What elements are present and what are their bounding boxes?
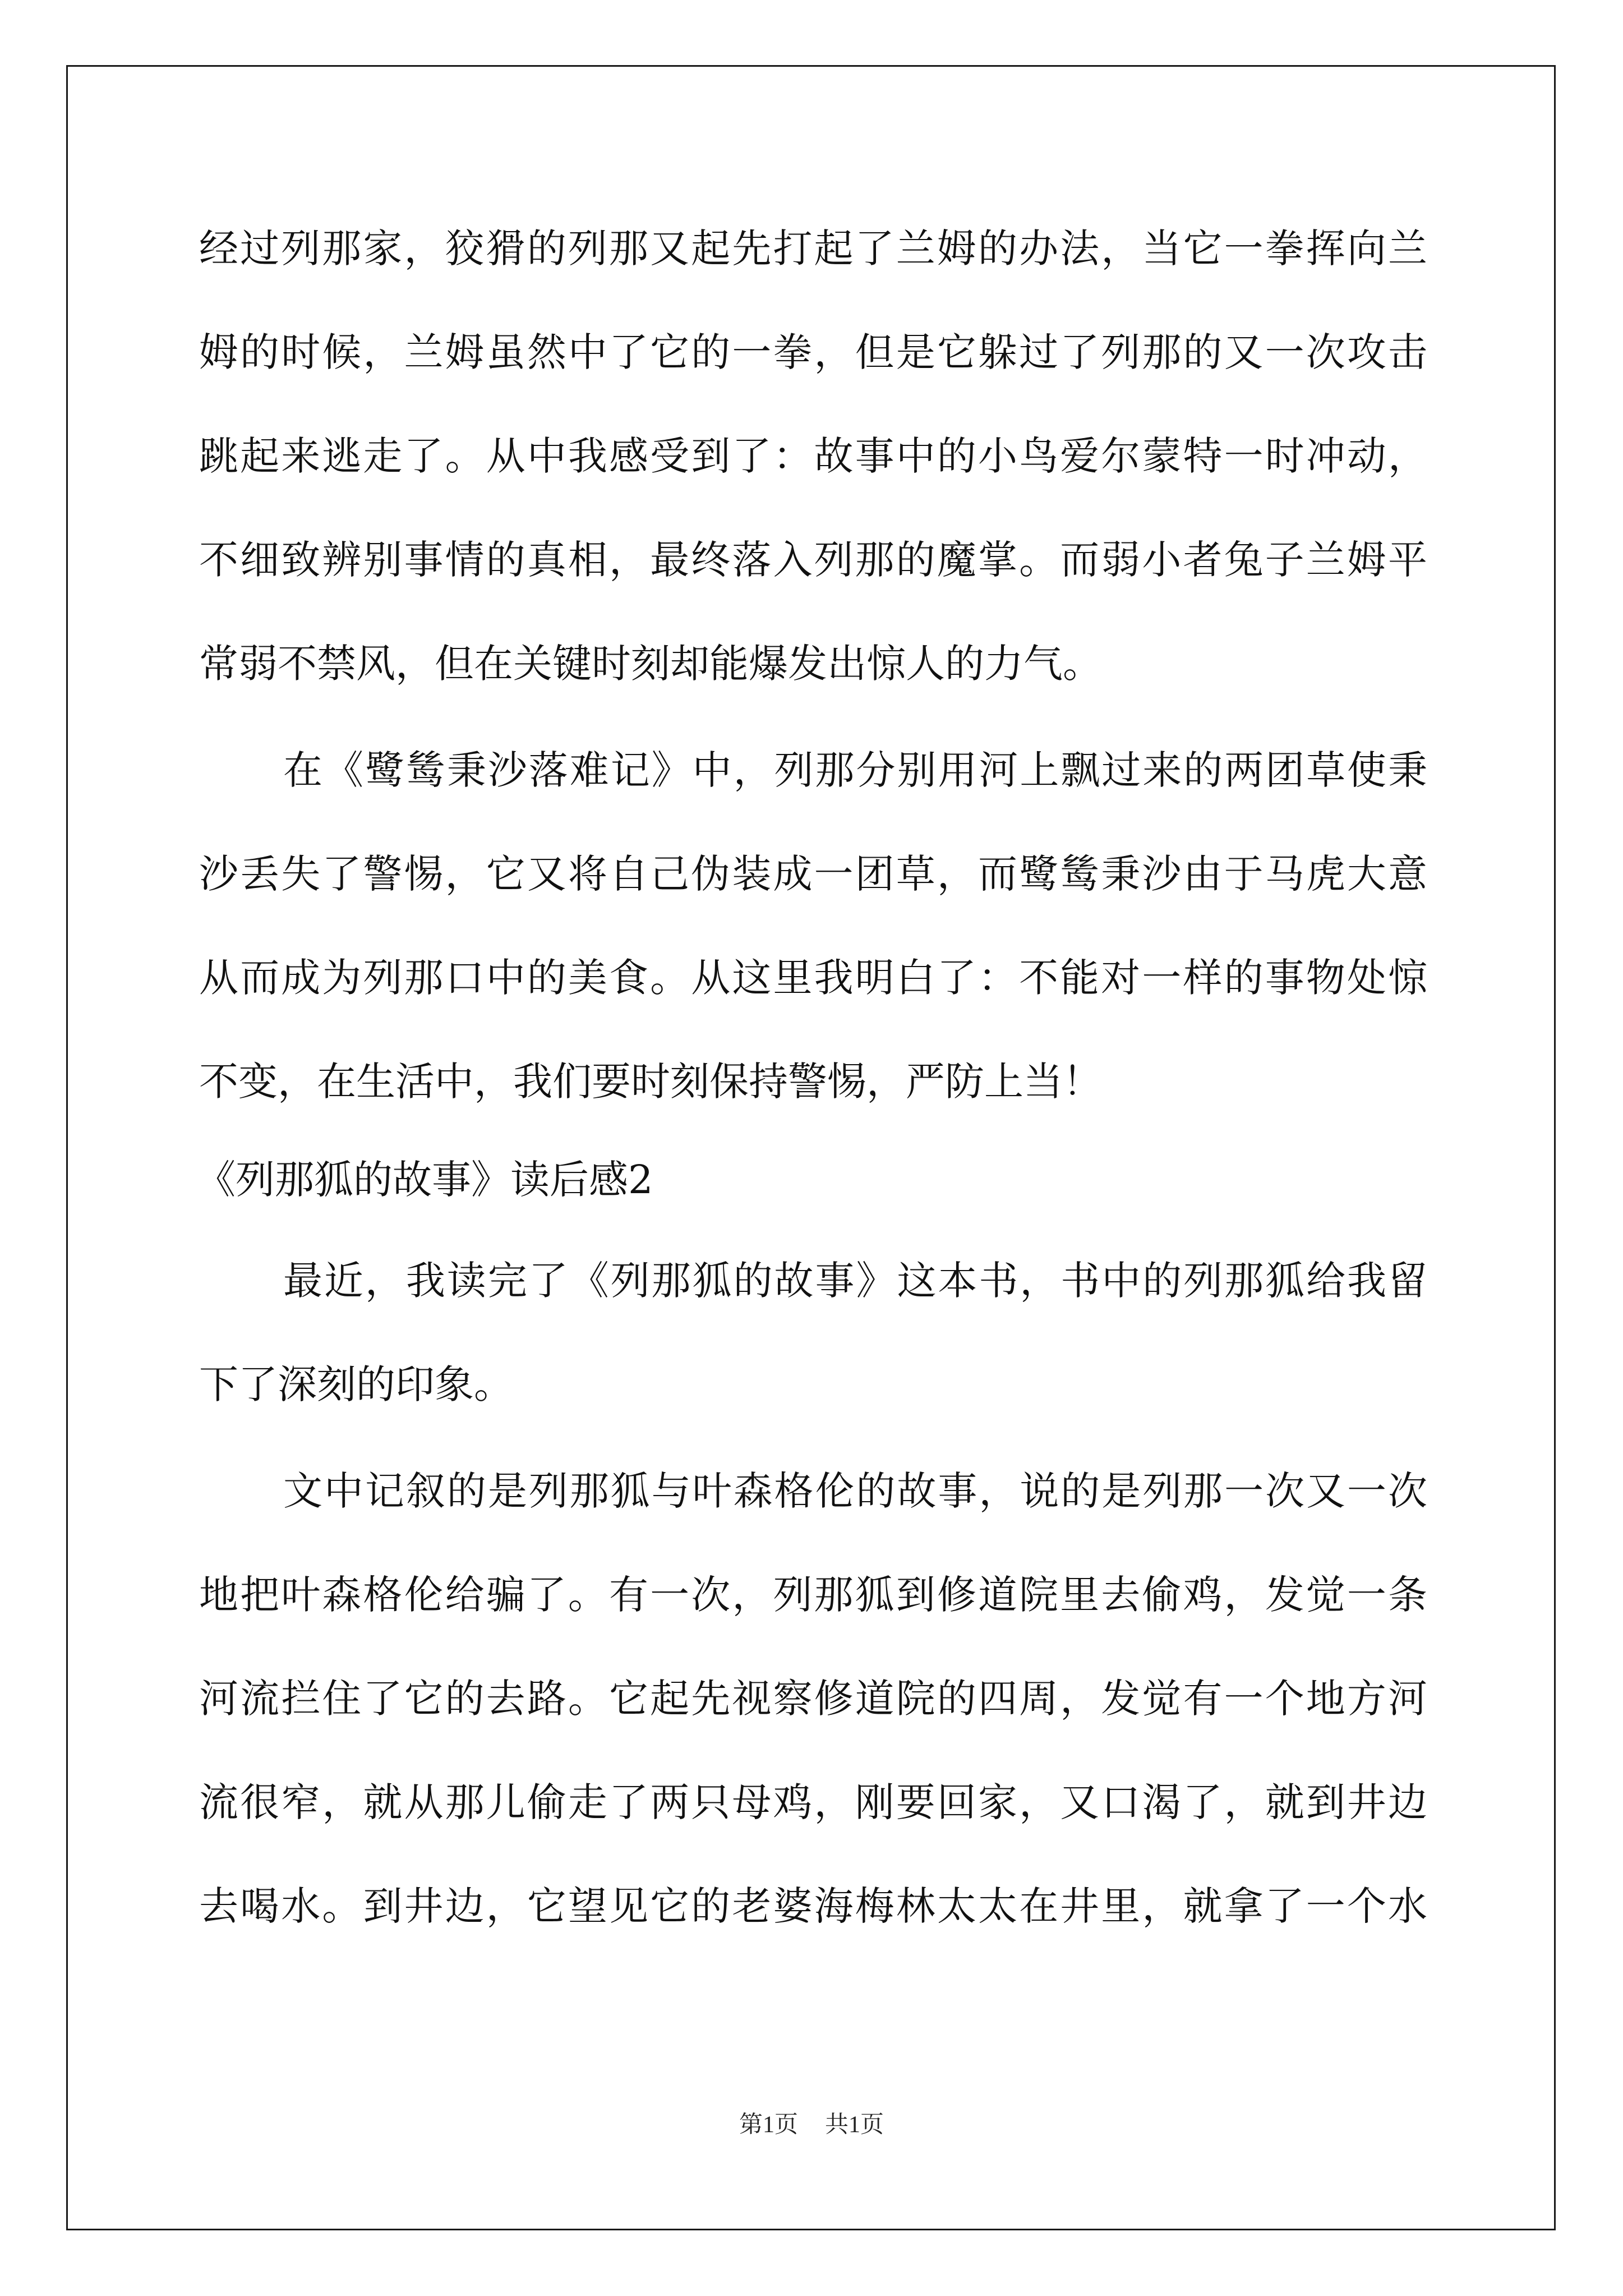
section-heading: 《列那狐的故事》读后感2 — [196, 1157, 653, 1203]
body-text-line: 不细致辨别事情的真相，最终落入列那的魔掌。而弱小者兔子兰姆平 — [199, 537, 1427, 583]
body-text-line: 常弱不禁风，但在关键时刻却能爆发出惊人的力气。 — [199, 641, 1102, 687]
body-text-line: 跳起来逃走了。从中我感受到了：故事中的小鸟爱尔蒙特一时冲动， — [199, 433, 1427, 479]
body-text-line: 最近，我读完了《列那狐的故事》这本书，书中的列那狐给我留 — [283, 1258, 1427, 1304]
body-text-line: 流很窄，就从那儿偷走了两只母鸡，刚要回家，又口渴了，就到井边 — [199, 1779, 1427, 1825]
body-text-line: 从而成为列那口中的美食。从这里我明白了：不能对一样的事物处惊 — [199, 955, 1427, 1001]
body-text-line: 文中记叙的是列那狐与叶森格伦的故事，说的是列那一次又一次 — [283, 1468, 1427, 1514]
body-text-line: 不变，在生活中，我们要时刻保持警惕，严防上当！ — [199, 1059, 1102, 1105]
page-number: 第1页 — [739, 2112, 798, 2138]
page-footer — [0, 2108, 1623, 2142]
body-text-line: 河流拦住了它的去路。它起先视察修道院的四周，发觉有一个地方河 — [199, 1676, 1427, 1722]
body-text-line: 姆的时候，兰姆虽然中了它的一拳，但是它躲过了列那的又一次攻击 — [199, 329, 1427, 375]
body-text-line: 地把叶森格伦给骗了。有一次，列那狐到修道院里去偷鸡，发觉一条 — [199, 1572, 1427, 1618]
body-text-line: 下了深刻的印象。 — [199, 1361, 513, 1407]
body-text-line: 沙丢失了警惕，它又将自己伪装成一团草，而鹭鸶秉沙由于马虎大意 — [199, 851, 1427, 897]
body-text-line: 去喝水。到井边，它望见它的老婆海梅林太太在井里，就拿了一个水 — [199, 1883, 1427, 1929]
body-text-line: 在《鹭鸶秉沙落难记》中，列那分别用河上飘过来的两团草使秉 — [283, 747, 1427, 793]
page-total: 共1页 — [825, 2112, 884, 2138]
body-text-line: 经过列那家，狡猾的列那又起先打起了兰姆的办法，当它一拳挥向兰 — [199, 226, 1427, 272]
